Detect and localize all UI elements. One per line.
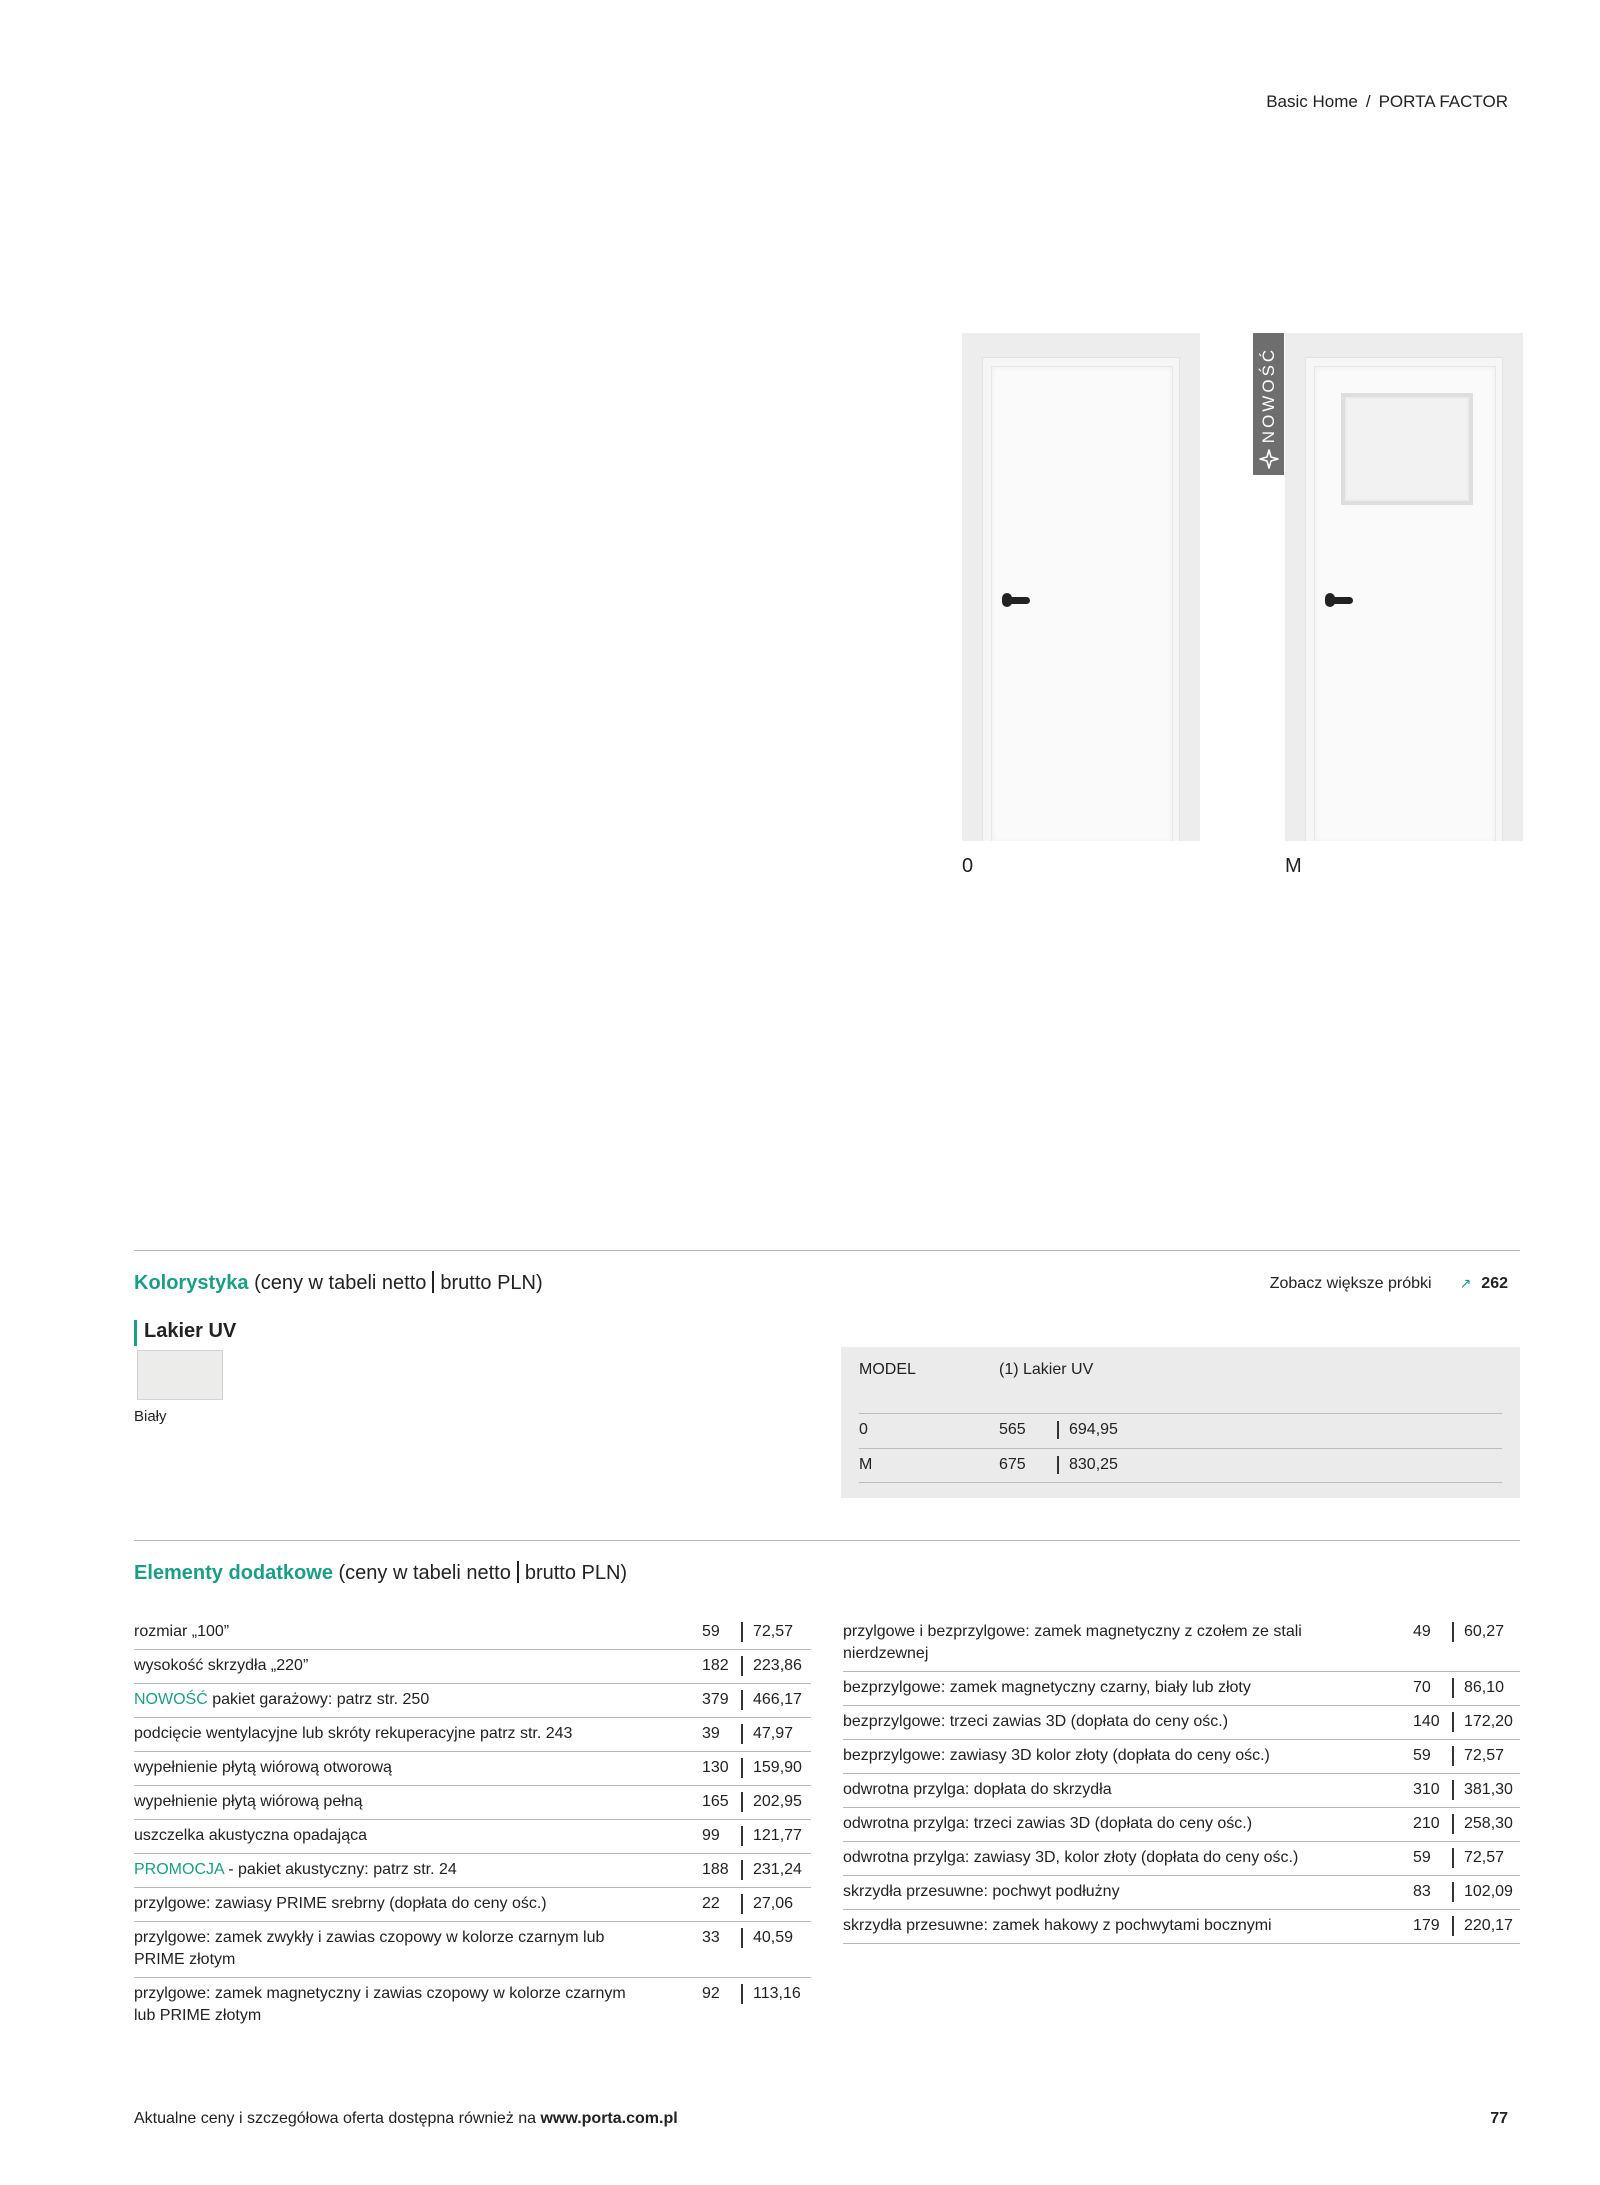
list-item <box>134 1922 811 1978</box>
item-gross-price: 172,20 <box>1452 1712 1513 1732</box>
item-text: przylgowe i bezprzylgowe: zamek magnetyczny z czołem ze stali nierdzewnej <box>843 1623 1302 1662</box>
breadcrumb-collection[interactable]: PORTA FACTOR <box>1378 92 1508 111</box>
list-item <box>134 1718 811 1752</box>
colors-title-rest: (ceny w tabeli netto <box>254 1272 427 1294</box>
item-text: rozmiar „100” <box>134 1623 230 1640</box>
table-divider <box>859 1448 1502 1449</box>
breadcrumb-brand[interactable]: Basic Home <box>1266 92 1358 111</box>
color-swatch-white <box>137 1350 223 1400</box>
list-item <box>843 1672 1520 1706</box>
table-row <box>859 1421 1118 1439</box>
item-net-price: 59 <box>702 1623 720 1640</box>
item-description <box>843 1621 1353 1665</box>
door-leaf <box>1314 366 1496 841</box>
list-item <box>134 1854 811 1888</box>
list-item <box>843 1706 1520 1740</box>
footer-note <box>134 2110 678 2128</box>
door-image-m <box>1285 333 1523 841</box>
breadcrumb-separator: / <box>1365 92 1371 111</box>
door-label-m: M <box>1285 855 1302 877</box>
item-net-price: 130 <box>702 1759 729 1776</box>
list-item <box>134 1650 811 1684</box>
item-description <box>134 1893 644 1915</box>
item-gross-price: 60,27 <box>1452 1622 1504 1642</box>
extras-list-left <box>134 1616 811 2033</box>
item-net-price: 39 <box>702 1725 720 1742</box>
door-image-0 <box>962 333 1200 841</box>
item-description <box>134 1983 644 2027</box>
row-net: 675 <box>999 1456 1026 1473</box>
item-description <box>843 1881 1353 1903</box>
colors-section-title <box>134 1271 543 1295</box>
item-description <box>134 1723 644 1745</box>
item-description <box>134 1689 644 1711</box>
item-gross-price: 220,17 <box>1452 1916 1513 1936</box>
door-label-0: 0 <box>962 855 974 877</box>
item-gross-price: 47,97 <box>741 1724 793 1744</box>
item-gross-price: 202,95 <box>741 1792 802 1812</box>
list-item <box>134 1888 811 1922</box>
item-gross-price: 223,86 <box>741 1656 802 1676</box>
item-text: przylgowe: zamek zwykły i zawias czopowy w kolorze czarnym lub PRIME złotym <box>134 1929 605 1968</box>
item-gross-price: 102,09 <box>1452 1882 1513 1902</box>
item-description <box>843 1915 1353 1937</box>
item-description <box>134 1927 644 1971</box>
row-model: M <box>859 1456 873 1473</box>
row-net: 565 <box>999 1421 1026 1438</box>
breadcrumb <box>1266 92 1508 112</box>
item-net-price: 49 <box>1413 1623 1431 1640</box>
page-number: 77 <box>1490 2110 1508 2127</box>
row-model: 0 <box>859 1421 868 1438</box>
item-net-price: 165 <box>702 1793 729 1810</box>
list-item <box>134 1978 811 2033</box>
door-frame <box>1305 357 1503 841</box>
item-net-price: 83 <box>1413 1883 1431 1900</box>
item-net-price: 188 <box>702 1861 729 1878</box>
item-description <box>843 1677 1353 1699</box>
item-description <box>134 1757 644 1779</box>
item-net-price: 99 <box>702 1827 720 1844</box>
item-text: pakiet garażowy: patrz str. 250 <box>207 1691 430 1708</box>
extras-title-rest: (ceny w tabeli netto <box>338 1562 511 1584</box>
door-handle-icon <box>1004 597 1030 604</box>
item-gross-price: 231,24 <box>741 1860 802 1880</box>
new-badge <box>1253 333 1284 475</box>
item-text: wypełnienie płytą wiórową otworową <box>134 1759 392 1776</box>
footer-url-link[interactable]: www.porta.com.pl <box>540 2110 678 2127</box>
item-description <box>843 1847 1353 1869</box>
item-net-price: 59 <box>1413 1849 1431 1866</box>
sparkle-star-icon <box>1259 449 1279 469</box>
item-text: bezprzylgowe: zamek magnetyczny czarny, biały lub złoty <box>843 1679 1251 1696</box>
item-description <box>843 1745 1353 1767</box>
item-net-price: 182 <box>702 1657 729 1674</box>
item-description <box>134 1655 644 1677</box>
item-text: bezprzylgowe: zawiasy 3D kolor złoty (dopłata do ceny ośc.) <box>843 1747 1270 1764</box>
item-gross-price: 121,77 <box>741 1826 802 1846</box>
item-description <box>843 1711 1353 1733</box>
colors-title-accent: Kolorystyka <box>134 1272 249 1294</box>
item-text: skrzydła przesuwne: zamek hakowy z pochwytami bocznymi <box>843 1917 1272 1934</box>
list-item <box>134 1684 811 1718</box>
table-divider <box>859 1413 1502 1414</box>
item-gross-price: 258,30 <box>1452 1814 1513 1834</box>
item-text: przylgowe: zamek magnetyczny i zawias czopowy w kolorze czarnym lub PRIME złotym <box>134 1985 626 2024</box>
item-text: odwrotna przylga: trzeci zawias 3D (dopłata do ceny ośc.) <box>843 1815 1253 1832</box>
item-text: podcięcie wentylacyjne lub skróty rekuperacyjne patrz str. 243 <box>134 1725 573 1742</box>
extras-title-accent: Elementy dodatkowe <box>134 1562 333 1584</box>
item-description <box>134 1825 644 1847</box>
extras-section-title <box>134 1561 627 1585</box>
list-item <box>843 1616 1520 1672</box>
door-leaf <box>991 366 1173 841</box>
list-item <box>843 1740 1520 1774</box>
item-gross-price: 466,17 <box>741 1690 802 1710</box>
row-gross: 694,95 <box>1057 1421 1118 1439</box>
item-text: odwrotna przylga: zawiasy 3D, kolor złoty (dopłata do ceny ośc.) <box>843 1849 1299 1866</box>
item-net-price: 59 <box>1413 1747 1431 1764</box>
list-item <box>134 1616 811 1650</box>
item-description <box>843 1813 1353 1835</box>
item-text: wysokość skrzydła „220” <box>134 1657 309 1674</box>
header-model: MODEL <box>859 1361 916 1378</box>
item-net-price: 70 <box>1413 1679 1431 1696</box>
extras-list-right <box>843 1616 1520 1944</box>
item-net-price: 92 <box>702 1985 720 2002</box>
arrow-up-right-icon[interactable]: ↗ <box>1459 1275 1472 1291</box>
section-divider <box>134 1540 1520 1541</box>
list-item <box>134 1786 811 1820</box>
list-item <box>843 1842 1520 1876</box>
see-more-page[interactable]: 262 <box>1481 1275 1508 1292</box>
new-badge-text: NOWOŚĆ <box>1258 346 1278 444</box>
see-more-label[interactable]: Zobacz większe próbki <box>1269 1275 1432 1292</box>
item-net-price: 210 <box>1413 1815 1440 1832</box>
list-item <box>843 1910 1520 1944</box>
item-net-price: 379 <box>702 1691 729 1708</box>
item-text: uszczelka akustyczna opadająca <box>134 1827 368 1844</box>
list-item <box>134 1820 811 1854</box>
item-tag: PROMOCJA <box>134 1861 224 1878</box>
extras-title-rest-2: brutto PLN) <box>524 1562 628 1584</box>
item-gross-price: 27,06 <box>741 1894 793 1914</box>
list-item <box>843 1774 1520 1808</box>
item-description <box>134 1859 644 1881</box>
see-more-samples-link[interactable] <box>1270 1275 1508 1293</box>
model-price-table <box>841 1347 1520 1498</box>
title-divider <box>432 1271 434 1293</box>
item-net-price: 140 <box>1413 1713 1440 1730</box>
door-frame <box>982 357 1180 841</box>
item-gross-price: 72,57 <box>1452 1848 1504 1868</box>
item-tag: NOWOŚĆ <box>134 1691 208 1708</box>
item-net-price: 22 <box>702 1895 720 1912</box>
list-item <box>134 1752 811 1786</box>
list-item <box>843 1876 1520 1910</box>
item-text: bezprzylgowe: trzeci zawias 3D (dopłata do ceny ośc.) <box>843 1713 1229 1730</box>
item-gross-price: 86,10 <box>1452 1678 1504 1698</box>
color-swatch-group <box>134 1320 236 1425</box>
table-row <box>859 1456 1118 1474</box>
title-divider <box>517 1561 519 1583</box>
item-gross-price: 72,57 <box>1452 1746 1504 1766</box>
item-description <box>134 1791 644 1813</box>
item-description <box>134 1621 644 1643</box>
header-finish: (1) Lakier UV <box>999 1361 1094 1378</box>
item-text: odwrotna przylga: dopłata do skrzydła <box>843 1781 1112 1798</box>
list-item <box>843 1808 1520 1842</box>
table-divider <box>859 1482 1502 1483</box>
item-net-price: 179 <box>1413 1917 1440 1934</box>
row-gross: 830,25 <box>1057 1456 1118 1474</box>
footer-text: Aktualne ceny i szczegółowa oferta dostępna również na <box>134 2110 541 2127</box>
item-net-price: 33 <box>702 1929 720 1946</box>
finish-title: Lakier UV <box>134 1320 236 1346</box>
item-text: wypełnienie płytą wiórową pełną <box>134 1793 363 1810</box>
door-handle-icon <box>1327 597 1353 604</box>
item-net-price: 310 <box>1413 1781 1440 1798</box>
item-text: skrzydła przesuwne: pochwyt podłużny <box>843 1883 1120 1900</box>
item-text: - pakiet akustyczny: patrz str. 24 <box>223 1861 457 1878</box>
door-glass-panel <box>1341 393 1473 505</box>
colors-title-rest-2: brutto PLN) <box>440 1272 543 1294</box>
item-gross-price: 113,16 <box>741 1984 801 2004</box>
swatch-name: Biały <box>134 1408 167 1425</box>
item-text: przylgowe: zawiasy PRIME srebrny (dopłata do ceny ośc.) <box>134 1895 547 1912</box>
section-divider <box>134 1250 1520 1251</box>
table-header <box>859 1361 1094 1379</box>
item-gross-price: 381,30 <box>1452 1780 1513 1800</box>
item-gross-price: 159,90 <box>741 1758 802 1778</box>
item-gross-price: 40,59 <box>741 1928 793 1948</box>
item-description <box>843 1779 1353 1801</box>
item-gross-price: 72,57 <box>741 1622 793 1642</box>
